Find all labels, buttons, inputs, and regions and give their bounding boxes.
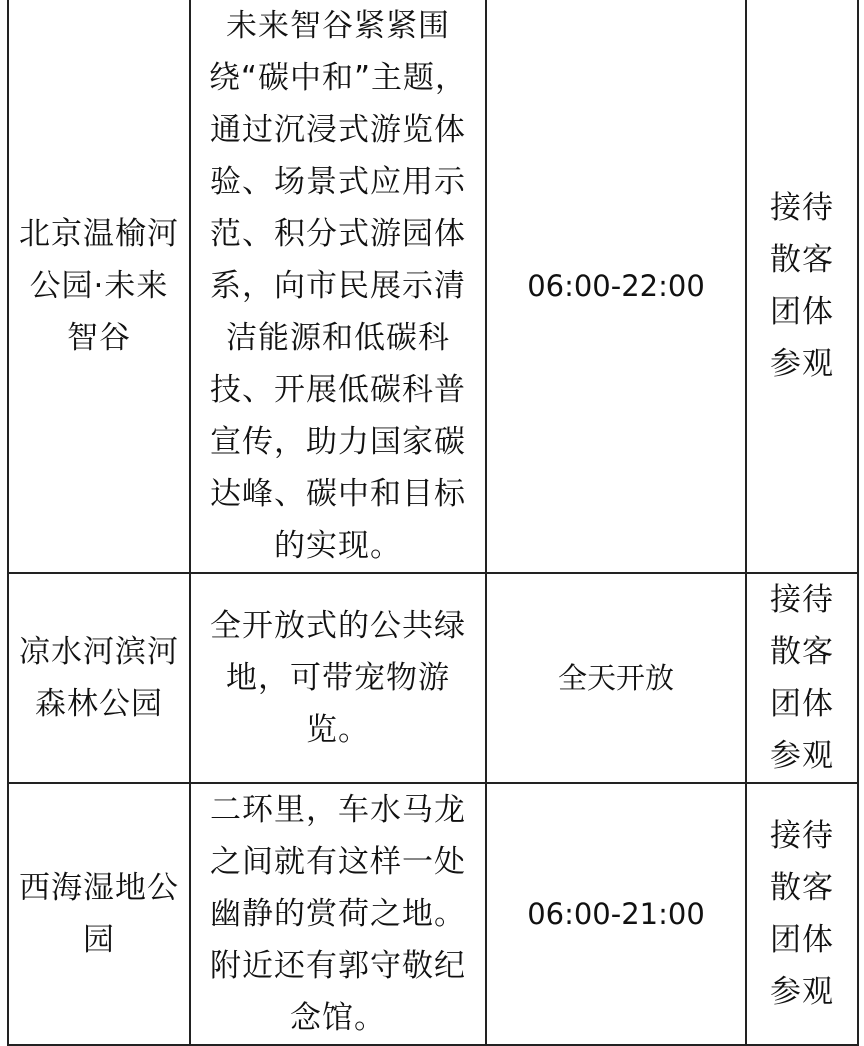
park-name-cell: 西海湿地公园 [8,783,190,1045]
park-description-cell: 全开放式的公共绿地，可带宠物游览。 [190,573,486,783]
reception-cell: 接待散客团体参观 [746,573,858,783]
park-description-cell: 二环里，车水马龙之间就有这样一处幽静的赏荷之地。附近还有郭守敬纪念馆。 [190,783,486,1045]
park-name-cell: 北京温榆河公园·未来智谷 [8,0,190,573]
table-row [8,783,858,1045]
reception-cell: 接待散客团体参观 [746,0,858,573]
opening-hours-cell: 06:00-22:00 [486,0,746,573]
reception-cell: 接待散客团体参观 [746,783,858,1045]
park-description-cell: 未来智谷紧紧围绕“碳中和”主题，通过沉浸式游览体验、场景式应用示范、积分式游园体系，向市民展示清洁能源和低碳科技、开展低碳科普宣传，助力国家碳达峰、碳中和目标的实现。 [190,0,486,573]
opening-hours-cell: 全天开放 [486,573,746,783]
opening-hours-cell: 06:00-21:00 [486,783,746,1045]
parks-table [7,0,859,1046]
park-name-cell: 凉水河滨河森林公园 [8,573,190,783]
table-row [8,573,858,783]
table-row [8,0,858,573]
